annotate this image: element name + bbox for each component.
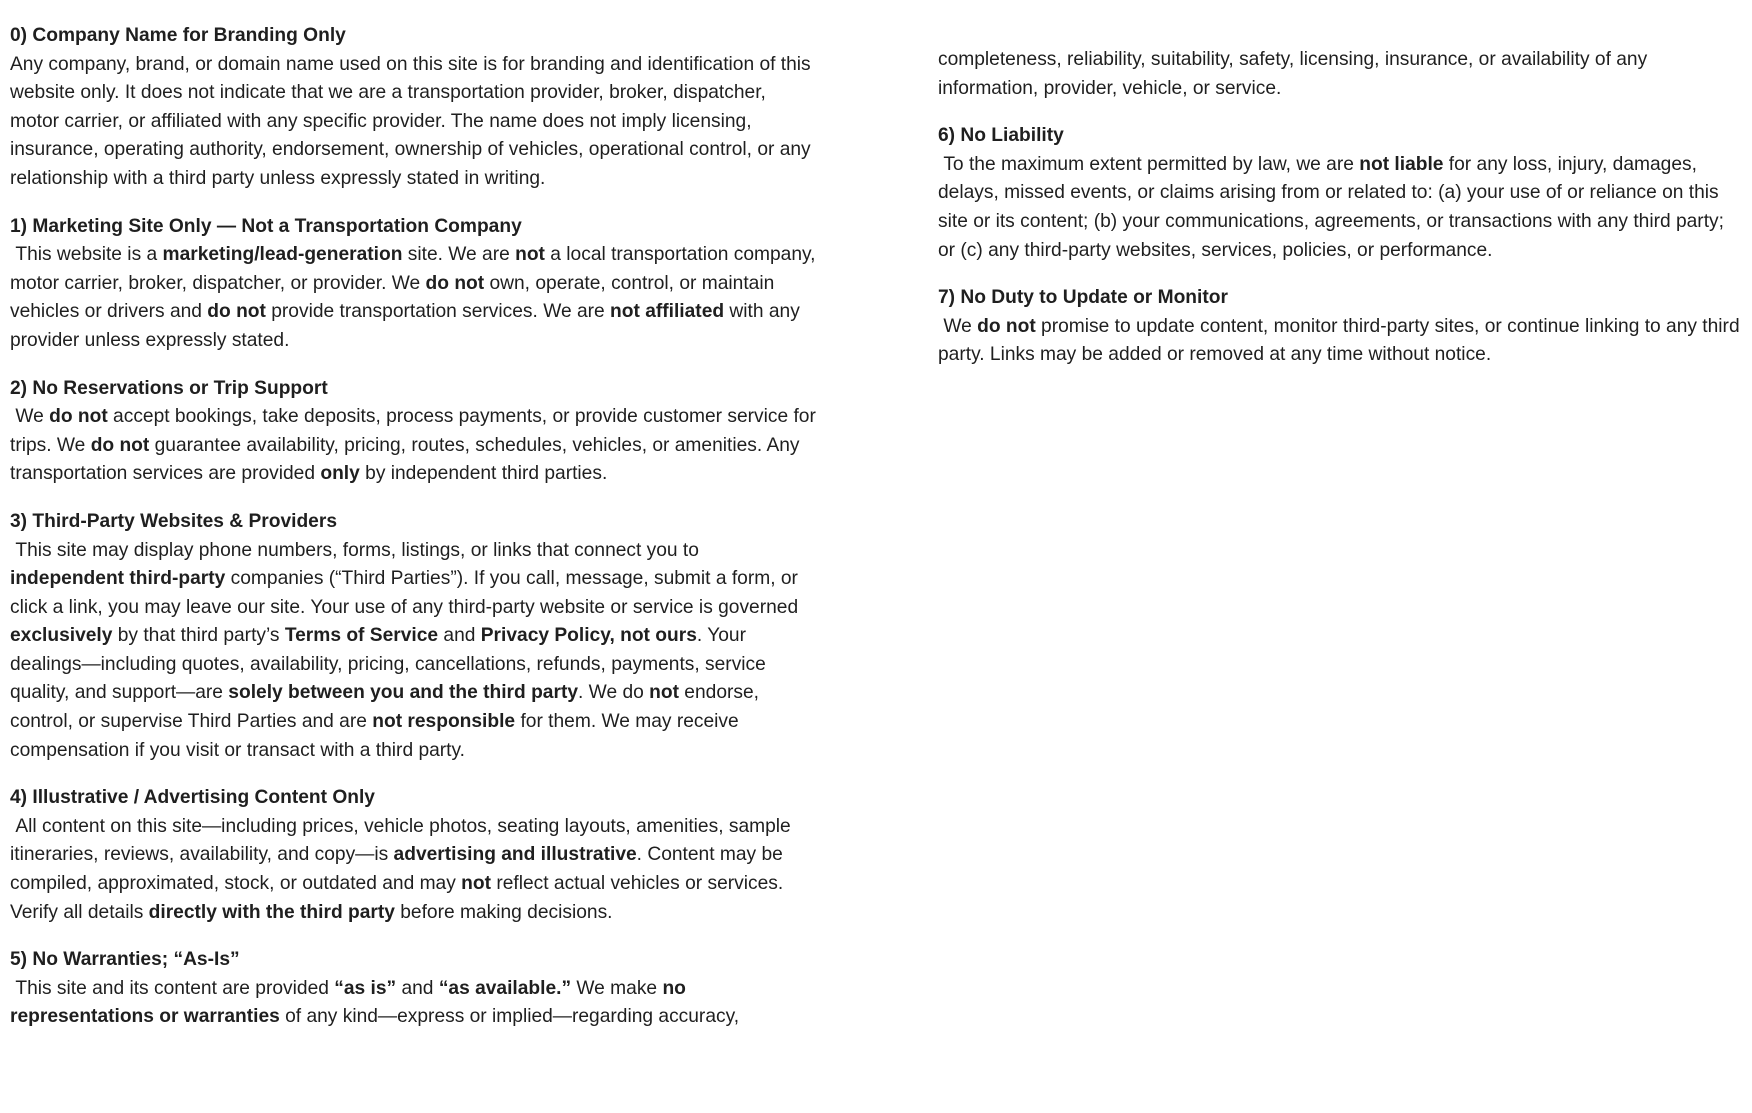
section-body	[10, 813, 818, 927]
text-run: We	[10, 406, 50, 428]
text-run: . Your dealings—including quotes, availability, pricing, cancellations, refunds, payments, service quality, and support—are	[10, 625, 772, 704]
text-run: before making decisions.	[394, 901, 613, 923]
bold-text-run: advertising and illustrative	[393, 844, 637, 866]
text-run: own, operate, control, or maintain vehicles or drivers and	[10, 272, 780, 323]
section-body	[10, 537, 818, 766]
bold-text-run: no representations or warranties	[10, 977, 692, 1028]
section-heading: 3) Third-Party Websites & Providers	[10, 510, 337, 532]
text-run: completeness, reliability, suitability, safety, licensing, insurance, or availability of any information, provider, vehicle, or service.	[938, 49, 1653, 99]
disclaimer-section	[10, 375, 822, 489]
bold-text-run: only	[320, 463, 360, 485]
bold-text-run: solely between you and the third party	[228, 682, 579, 704]
disclaimer-section	[10, 22, 818, 194]
text-run: and	[396, 977, 439, 999]
column-left	[10, 22, 822, 1113]
section-body	[938, 151, 1746, 265]
bold-text-run: not liable	[1359, 153, 1444, 175]
text-run: All content on this site—including prices, vehicle photos, seating layouts, amenities, sample itineraries, reviews, availability, and copy—is	[10, 815, 797, 866]
text-run: guarantee availability, pricing, routes, schedules, vehicles, or amenities. Any transportation services are provided	[10, 434, 805, 485]
disclaimer-section	[10, 946, 818, 1032]
text-run: with any provider unless expressly stated.	[10, 301, 806, 351]
text-run: We make	[571, 977, 663, 999]
text-run: by that third party’s	[112, 625, 285, 647]
disclaimer-section	[10, 508, 818, 765]
disclaimer-section	[938, 46, 1746, 103]
text-run: To the maximum extent permitted by law, we are	[938, 153, 1360, 175]
section-heading: 2) No Reservations or Trip Support	[10, 377, 328, 399]
bold-text-run: not	[461, 873, 491, 895]
text-run: This site may display phone numbers, forms, listings, or links that connect you to	[10, 539, 705, 561]
bold-text-run: “as is”	[334, 977, 397, 999]
text-run: We	[938, 315, 978, 337]
section-heading: 0) Company Name for Branding Only	[10, 25, 346, 46]
text-run: . We do	[578, 682, 650, 704]
text-run: of any kind—express or implied—regarding accuracy,	[279, 1006, 740, 1028]
text-run: by independent third parties.	[359, 463, 608, 485]
section-heading: 1) Marketing Site Only — Not a Transportation Company	[10, 215, 522, 237]
section-heading: 6) No Liability	[938, 125, 1064, 147]
bold-text-run: do not	[49, 406, 108, 428]
text-run: accept bookings, take deposits, process payments, or provide customer service for trips. We	[10, 406, 822, 456]
bold-text-run: do not	[207, 301, 266, 323]
section-body	[938, 313, 1746, 370]
text-run: and	[438, 625, 481, 647]
text-run: endorse, control, or supervise Third Parties and are	[10, 682, 765, 733]
bold-text-run: “as available.”	[438, 977, 572, 999]
bold-text-run: marketing/lead-generation	[162, 244, 403, 266]
bold-text-run: Privacy Policy, not ours	[480, 625, 697, 647]
column-right	[938, 46, 1746, 1113]
section-body	[10, 241, 821, 355]
section-body	[10, 975, 818, 1032]
bold-text-run: directly with the third party	[148, 901, 395, 923]
bold-text-run: not	[515, 244, 545, 266]
text-run: Any company, brand, or domain name used on this site is for branding and identification of this website only. It does not indicate that we are a transportation provider, broker, dispatcher, motor carrier, or affiliated with any specific provider. The name does not imply licensing, insurance, operating authority, endorsement, ownership of vehicles, operational control, or any relationship with a third party unless expressly stated in writing.	[10, 53, 816, 189]
text-run: site. We are	[402, 244, 516, 266]
bold-text-run: do not	[425, 272, 485, 294]
section-heading: 4) Illustrative / Advertising Content Only	[10, 787, 375, 809]
disclaimer-section	[10, 213, 821, 356]
disclaimer-section	[938, 122, 1746, 265]
text-run: for them. We may receive compensation if you visit or transact with a third party.	[10, 711, 745, 761]
bold-text-run: do not	[90, 434, 150, 456]
text-run: reflect actual vehicles or services. Verify all details	[10, 873, 789, 923]
bold-text-run: do not	[977, 315, 1036, 337]
text-run: promise to update content, monitor third-party sites, or continue linking to any third party. Links may be added or removed at any time without notice.	[938, 315, 1745, 366]
bold-text-run: not affiliated	[610, 301, 725, 323]
bold-text-run: independent third-party	[10, 568, 226, 590]
section-body	[10, 51, 818, 194]
section-body	[938, 46, 1746, 103]
text-run: provide transportation services. We are	[265, 301, 611, 323]
disclaimer-section	[10, 784, 818, 927]
text-run: This site and its content are provided	[10, 977, 335, 999]
text-run: for any loss, injury, damages, delays, missed events, or claims arising from or related to: (a) your use of or reliance on this site or its content; (b) your communications, agreements, or transactions with any third party; or (c) any third-party websites, services, policies, or performance.	[938, 153, 1730, 261]
bold-text-run: exclusively	[10, 625, 113, 647]
text-run: . Content may be compiled, approximated, stock, or outdated and may	[10, 844, 789, 895]
section-heading: 5) No Warranties; “As-Is”	[10, 949, 240, 971]
bold-text-run: Terms of Service	[284, 625, 439, 647]
section-heading: 7) No Duty to Update or Monitor	[938, 287, 1228, 309]
text-run: This website is a	[10, 244, 163, 266]
disclaimer-section	[938, 284, 1746, 370]
text-run: companies (“Third Parties”). If you call, message, submit a form, or click a link, you may leave our site. Your use of any third-party website or service is governed	[10, 568, 804, 618]
section-body	[10, 403, 822, 489]
bold-text-run: not responsible	[372, 711, 516, 733]
text-run: a local transportation company, motor carrier, broker, dispatcher, or provider. We	[10, 244, 821, 294]
bold-text-run: not	[649, 682, 679, 704]
